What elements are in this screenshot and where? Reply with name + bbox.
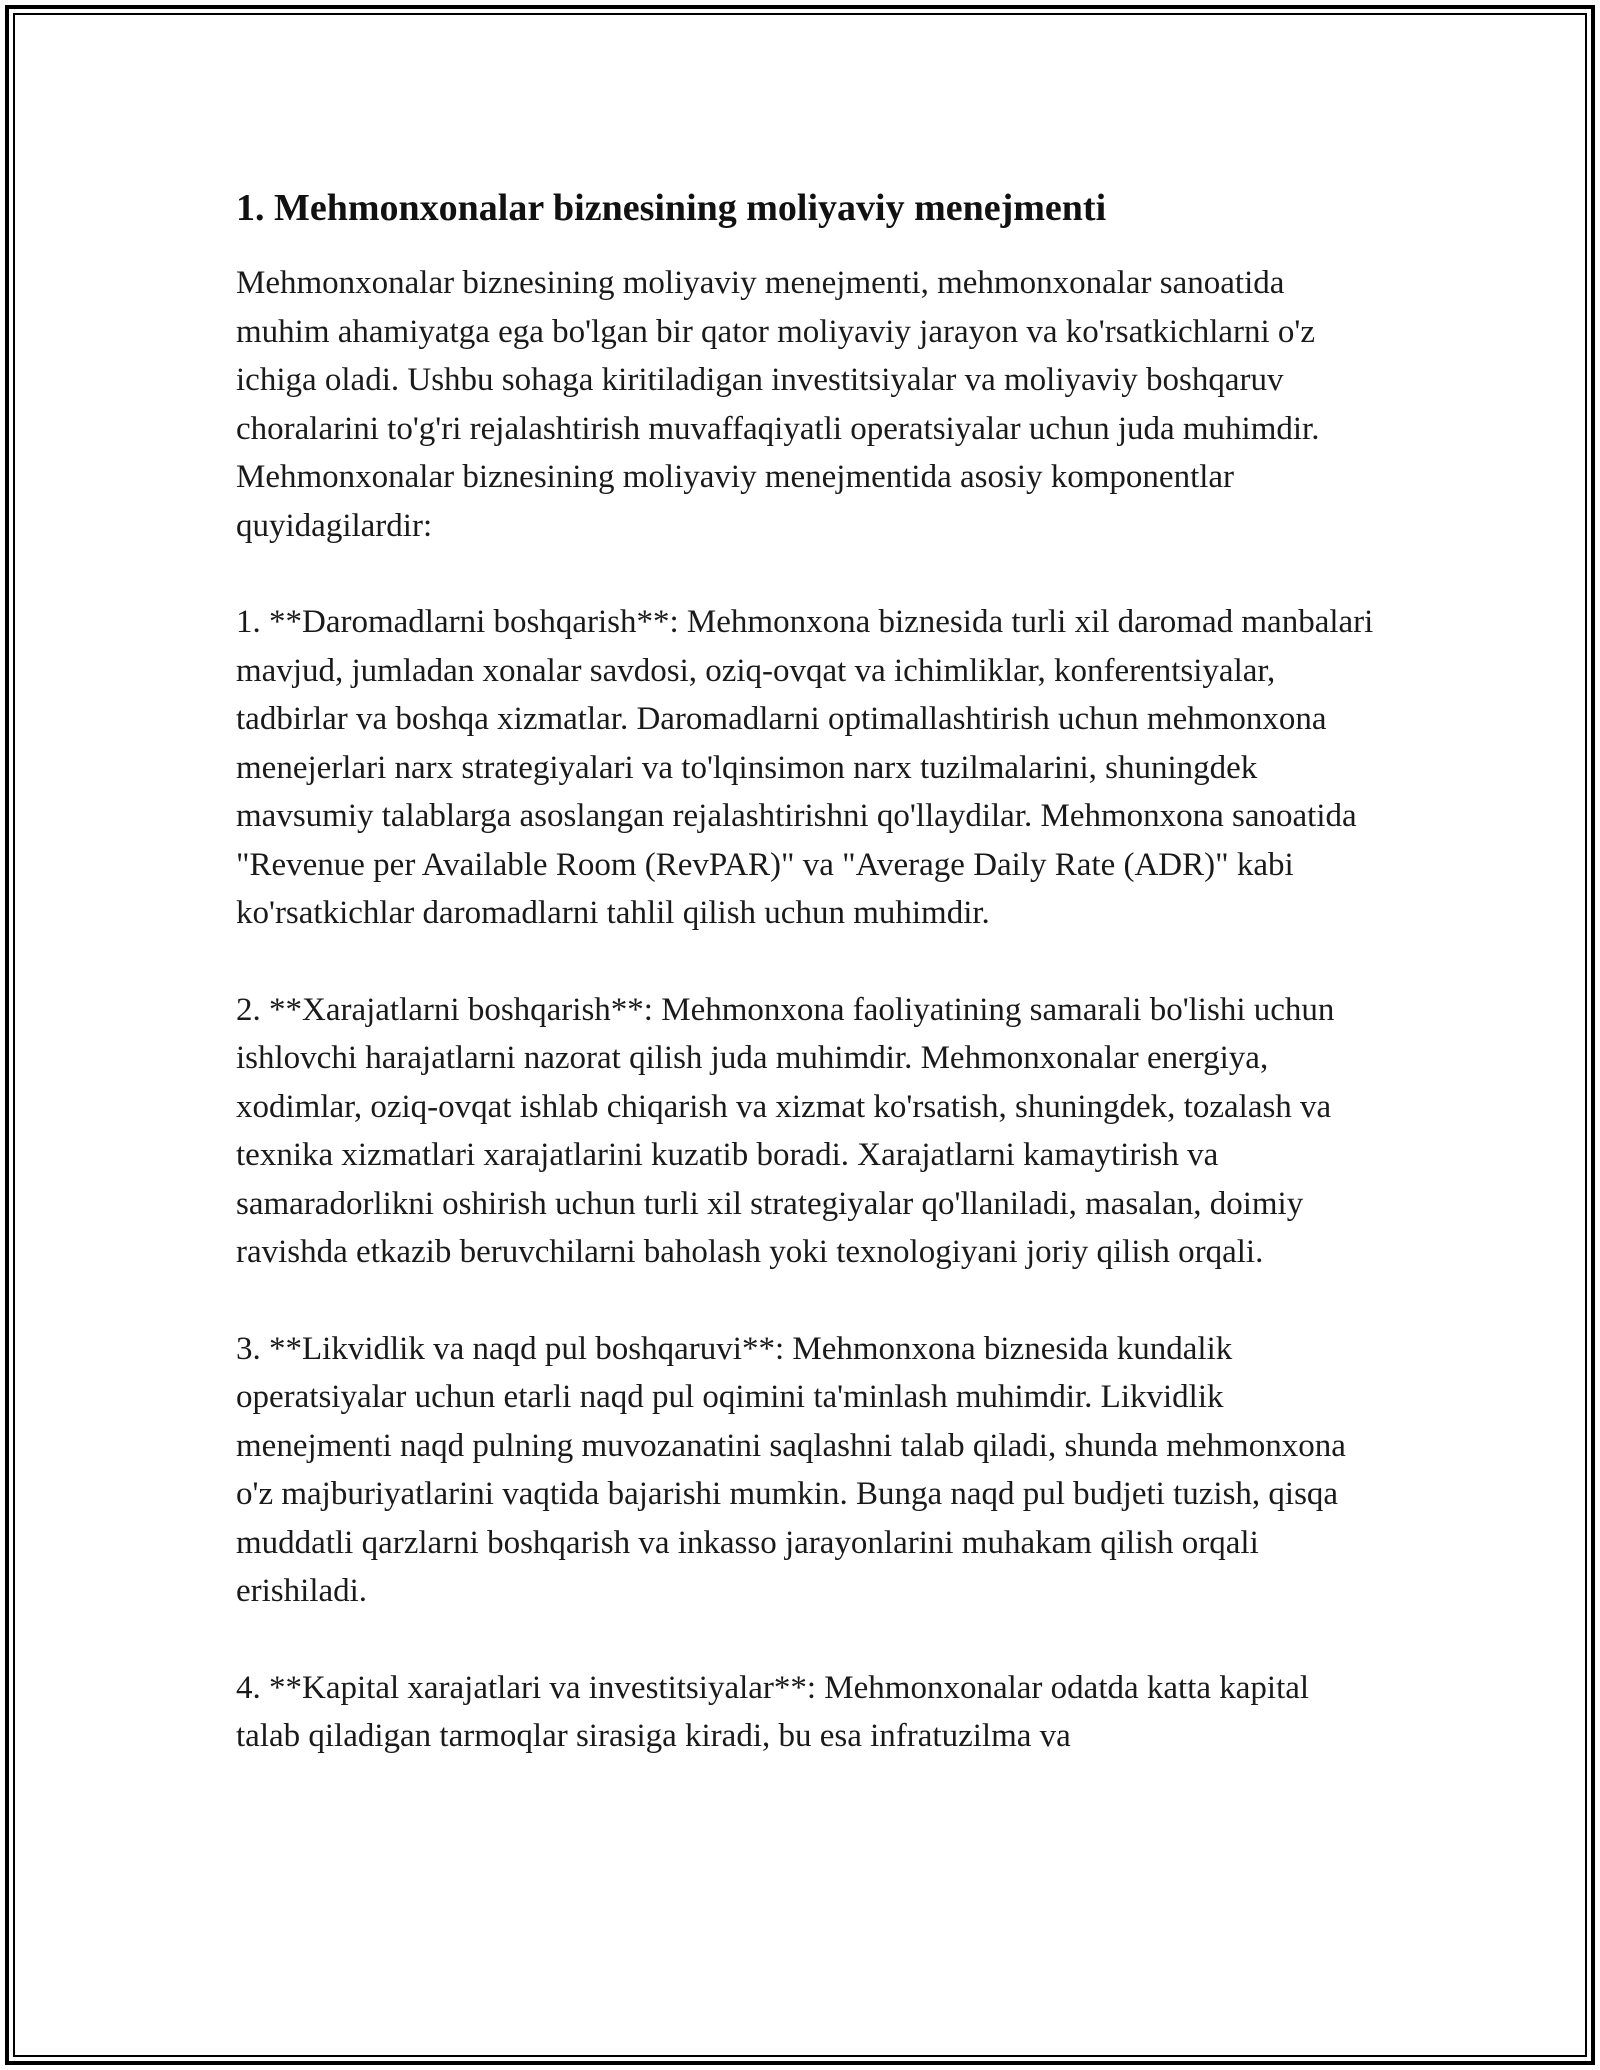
document-page: [236, 185, 1376, 1809]
paragraph-cost-management: 2. **Xarajatlarni boshqarish**: Mehmonxona faoliyatining samarali bo'lishi uchun ishlovchi harajatlarni nazorat qilish juda muhimdir. Mehmonxonalar energiya, xodimlar, oziq-ovqat ishlab chiqarish va xizmat ko'rsatish, shuningdek, tozalash va texnika xizmatlari xarajatlarini kuzatib boradi. Xarajatlarni kamaytirish va samaradorlikni oshirish uchun turli xil strategiyalar qo'llaniladi, masalan, doimiy ravishda etkazib beruvchilarni baholash yoki texnologiyani joriy qilish orqali.: [236, 991, 1335, 1270]
section-heading: 1. Mehmonxonalar biznesining moliyaviy menejmenti: [236, 187, 1107, 229]
intro-paragraph: Mehmonxonalar biznesining moliyaviy menejmenti, mehmonxonalar sanoatida muhim ahamiyatga ega bo'lgan bir qator moliyaviy jarayon va ko'rsatkichlarni o'z ichiga oladi. Ushbu sohaga kiritiladigan investitsiyalar va moliyaviy boshqaruv choralarini to'g'ri rejalashtirish muvaffaqiyatli operatsiyalar uchun juda muhimdir. Mehmonxonalar biznesining moliyaviy menejmentida asosiy komponentlar quyidagilardir:: [236, 265, 1320, 544]
paragraph-revenue-management: 1. **Daromadlarni boshqarish**: Mehmonxona biznesida turli xil daromad manbalari mavjud, jumladan xonalar savdosi, oziq-ovqat va ichimliklar, konferentsiyalar, tadbirlar va boshqa xizmatlar. Daromadlarni optimallashtirish uchun mehmonxona menejerlari narx strategiyalari va to'lqinsimon narx tuzilmalarini, shuningdek mavsumiy talablarga asoslangan rejalashtirishni qo'llaydilar. Mehmonxona sanoatida "Revenue per Available Room (RevPAR)" va "Average Daily Rate (ADR)" kabi ko'rsatkichlar daromadlarni tahlil qilish uchun muhimdir.: [236, 604, 1374, 931]
paragraph-liquidity-management: 3. **Likvidlik va naqd pul boshqaruvi**: Mehmonxona biznesida kundalik operatsiyalar uchun etarli naqd pul oqimini ta'minlash muhimdir. Likvidlik menejmenti naqd pulning muvozanatini saqlashni talab qiladi, shunda mehmonxona o'z majburiyatlarini vaqtida bajarishi mumkin. Bunga naqd pul budjeti tuzish, qisqa muddatli qarzlarni boshqarish va inkasso jarayonlarini muhakam qilish orqali erishiladi.: [236, 1330, 1346, 1609]
paragraph-capital-expenditure: 4. **Kapital xarajatlari va investitsiyalar**: Mehmonxonalar odatda katta kapital talab qiladigan tarmoqlar sirasiga kiradi, bu esa infratuzilma va: [236, 1669, 1310, 1754]
